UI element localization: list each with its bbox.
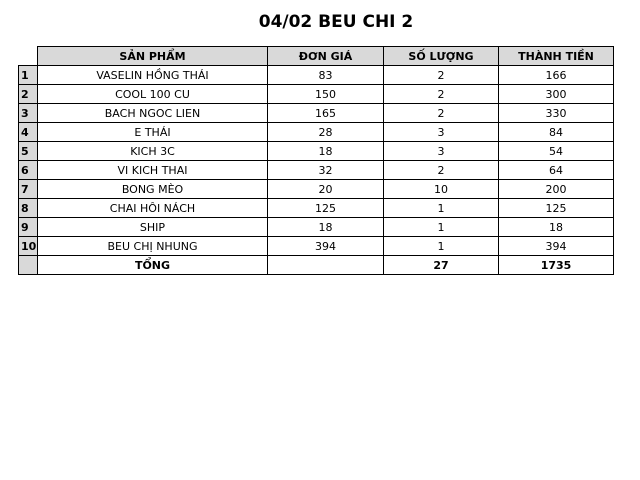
quantity-cell[interactable]: 10 — [384, 180, 499, 199]
quantity-cell[interactable]: 2 — [384, 104, 499, 123]
amount-cell[interactable]: 166 — [499, 66, 614, 85]
price-cell[interactable]: 18 — [268, 142, 384, 161]
product-cell[interactable]: BACH NGOC LIEN — [38, 104, 268, 123]
price-cell[interactable]: 32 — [268, 161, 384, 180]
quantity-cell[interactable]: 3 — [384, 142, 499, 161]
amount-cell[interactable]: 84 — [499, 123, 614, 142]
price-cell[interactable]: 150 — [268, 85, 384, 104]
header-amount[interactable]: THÀNH TIỀN — [499, 47, 614, 66]
product-cell[interactable]: VASELIN HỒNG THÁI — [38, 66, 268, 85]
product-cell[interactable]: CHAI HÔI NÁCH — [38, 199, 268, 218]
quantity-cell[interactable]: 1 — [384, 237, 499, 256]
quantity-cell[interactable]: 2 — [384, 66, 499, 85]
corner-cell — [19, 47, 38, 66]
price-cell[interactable]: 28 — [268, 123, 384, 142]
amount-cell[interactable]: 200 — [499, 180, 614, 199]
header-row — [19, 47, 614, 66]
price-cell[interactable]: 18 — [268, 218, 384, 237]
price-cell[interactable]: 394 — [268, 237, 384, 256]
row-number[interactable]: 1 — [19, 66, 38, 85]
total-quantity[interactable]: 27 — [384, 256, 499, 275]
table-row — [19, 161, 614, 180]
total-price[interactable] — [268, 256, 384, 275]
row-number-total[interactable] — [19, 256, 38, 275]
product-cell[interactable]: KICH 3C — [38, 142, 268, 161]
total-label[interactable]: TỔNG — [38, 256, 268, 275]
invoice-table — [18, 46, 614, 275]
product-cell[interactable]: E THÁI — [38, 123, 268, 142]
amount-cell[interactable]: 54 — [499, 142, 614, 161]
price-cell[interactable]: 20 — [268, 180, 384, 199]
product-cell[interactable]: COOL 100 CU — [38, 85, 268, 104]
quantity-cell[interactable]: 1 — [384, 199, 499, 218]
total-row — [19, 256, 614, 275]
table-row — [19, 66, 614, 85]
table-row — [19, 180, 614, 199]
amount-cell[interactable]: 300 — [499, 85, 614, 104]
header-quantity[interactable]: SỐ LƯỢNG — [384, 47, 499, 66]
row-number[interactable]: 8 — [19, 199, 38, 218]
row-number[interactable]: 3 — [19, 104, 38, 123]
table-row — [19, 237, 614, 256]
quantity-cell[interactable]: 3 — [384, 123, 499, 142]
row-number[interactable]: 10 — [19, 237, 38, 256]
row-number[interactable]: 4 — [19, 123, 38, 142]
amount-cell[interactable]: 394 — [499, 237, 614, 256]
price-cell[interactable]: 165 — [268, 104, 384, 123]
product-cell[interactable]: BONG MÈO — [38, 180, 268, 199]
row-number[interactable]: 7 — [19, 180, 38, 199]
table-row — [19, 123, 614, 142]
total-amount[interactable]: 1735 — [499, 256, 614, 275]
row-number[interactable]: 5 — [19, 142, 38, 161]
amount-cell[interactable]: 64 — [499, 161, 614, 180]
row-number[interactable]: 9 — [19, 218, 38, 237]
table-row — [19, 199, 614, 218]
header-price[interactable]: ĐƠN GIÁ — [268, 47, 384, 66]
amount-cell[interactable]: 125 — [499, 199, 614, 218]
table-row — [19, 104, 614, 123]
quantity-cell[interactable]: 2 — [384, 85, 499, 104]
table-row — [19, 218, 614, 237]
product-cell[interactable]: VI KICH THAI — [38, 161, 268, 180]
page-title: 04/02 BEU CHI 2 — [258, 12, 414, 32]
table-row — [19, 85, 614, 104]
price-cell[interactable]: 125 — [268, 199, 384, 218]
row-number[interactable]: 2 — [19, 85, 38, 104]
price-cell[interactable]: 83 — [268, 66, 384, 85]
quantity-cell[interactable]: 2 — [384, 161, 499, 180]
product-cell[interactable]: SHIP — [38, 218, 268, 237]
amount-cell[interactable]: 18 — [499, 218, 614, 237]
table-row — [19, 142, 614, 161]
header-product[interactable]: SẢN PHẨM — [38, 47, 268, 66]
amount-cell[interactable]: 330 — [499, 104, 614, 123]
quantity-cell[interactable]: 1 — [384, 218, 499, 237]
product-cell[interactable]: BEU CHỊ NHUNG — [38, 237, 268, 256]
row-number[interactable]: 6 — [19, 161, 38, 180]
